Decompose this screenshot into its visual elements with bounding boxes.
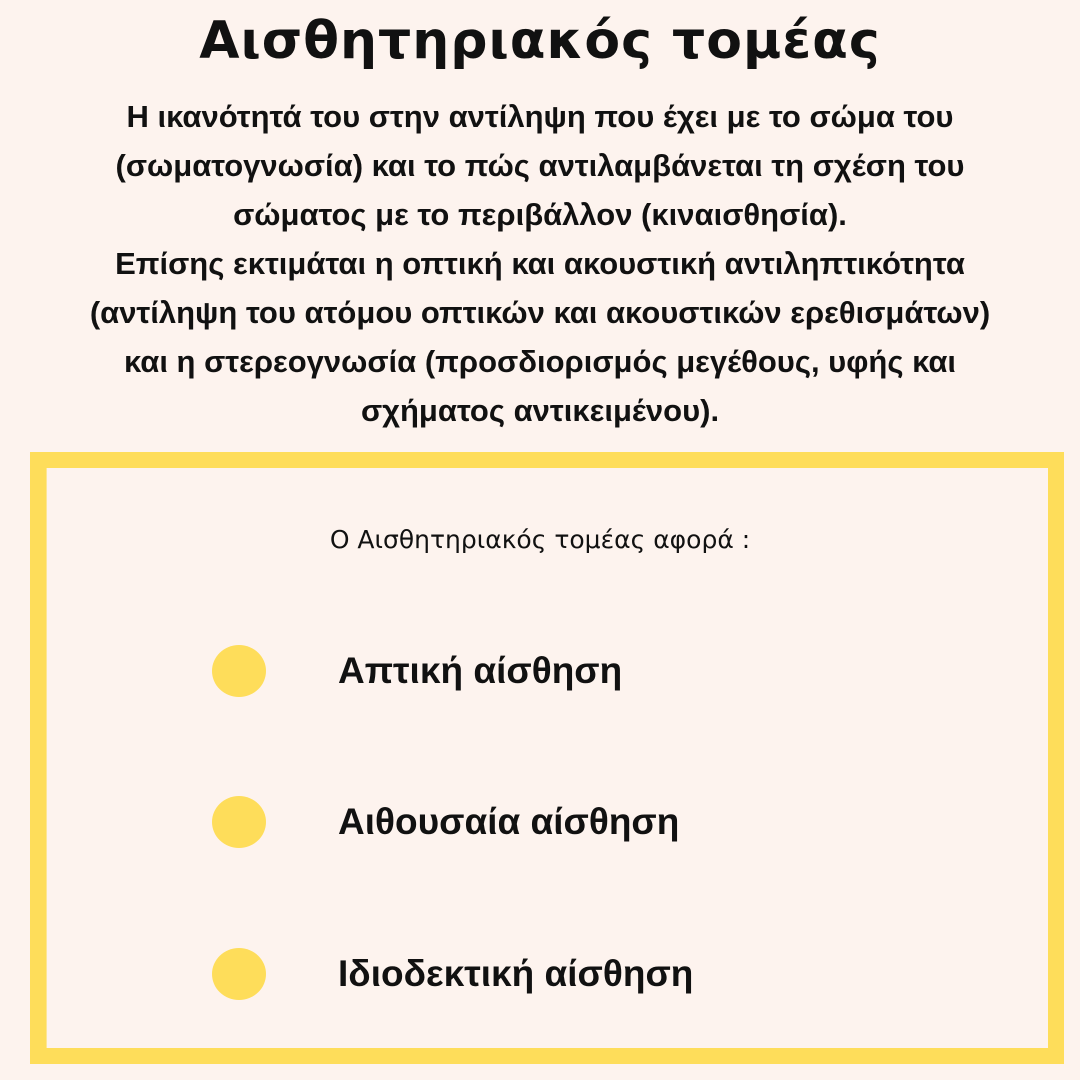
bullet-dot-icon [212, 948, 266, 1000]
page-title: Αισθητηριακός τομέας [199, 11, 881, 71]
list-item-proprioceptive [212, 944, 693, 1004]
list-item-vestibular [212, 792, 679, 852]
list-item-label: Απτική αίσθηση [338, 650, 623, 691]
description-line: (σωματογνωσία) και το πώς αντιλαμβάνεται τη σχέση του [115, 148, 965, 183]
description-line: Η ικανότητά του στην αντίληψη που έχει με το σώμα του [126, 99, 954, 134]
description-line: σώματος με το περιβάλλον (κιναισθησία). [233, 197, 847, 232]
list-item-haptic [212, 641, 622, 701]
bullet-dot-icon [212, 796, 266, 848]
bullet-dot-icon [212, 645, 266, 697]
box-subtitle: Ο Αισθητηριακός τομέας αφορά : [329, 525, 751, 554]
description-line: σχήματος αντικειμένου). [360, 393, 720, 428]
description-line: Επίσης εκτιμάται η οπτική και ακουστική αντιληπτικότητα [115, 246, 965, 281]
description-line: και η στερεογνωσία (προσδιορισμός μεγέθους, υφής και [124, 344, 956, 379]
list-item-label: Ιδιοδεκτική αίσθηση [338, 953, 694, 994]
list-item-label: Αιθουσαία αίσθηση [338, 801, 680, 842]
description [30, 92, 1050, 435]
description-line: (αντίληψη του ατόμου οπτικών και ακουστικών ερεθισμάτων) [89, 295, 991, 330]
